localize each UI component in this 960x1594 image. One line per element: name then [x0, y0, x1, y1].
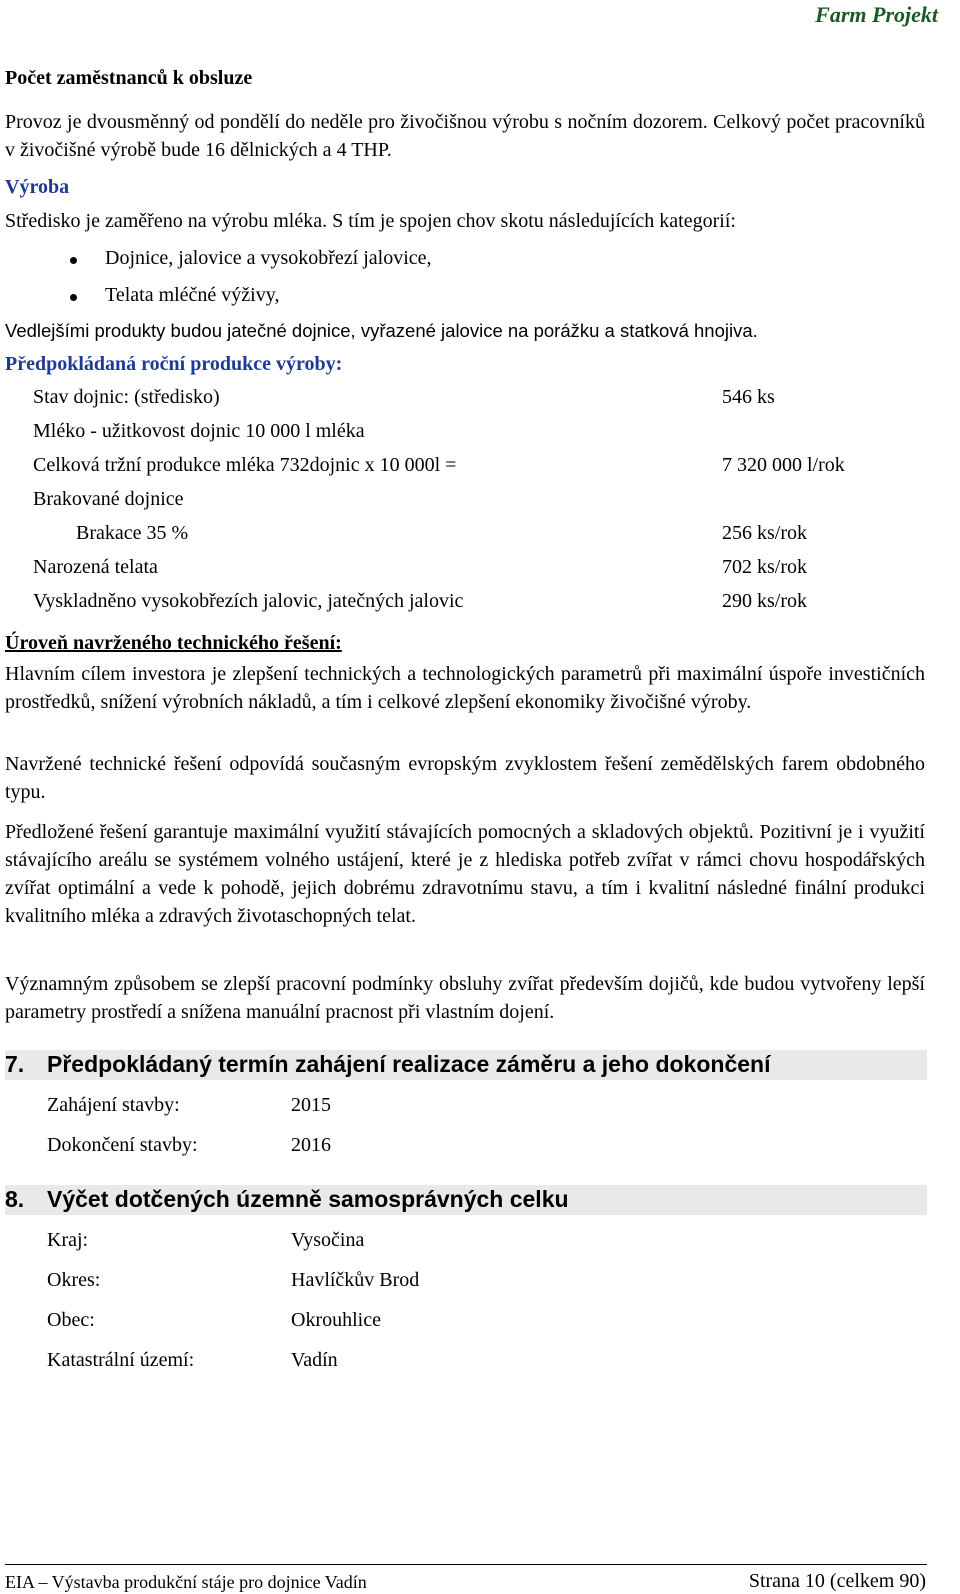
technical-paragraph: Předložené řešení garantuje maximální využití stávajících pomocných a skladových objektů. Pozitivní je i využití stávajícího areálu se systémem volného ustájení, které je z hlediska potřeb zvířat v rámci chovu hospodářských zvířat optimální a vede k pohodě, jejich dobrému zdravotnímu stavu, a tím i kvalitní následné finální produkci kvalitního mléka a zdravých životaschopných telat.: [5, 821, 925, 927]
production-bullet-1: Dojnice, jalovice a vysokobřezí jalovice,: [105, 247, 432, 269]
annual-heading: Předpokládaná roční produkce výroby:: [5, 353, 343, 375]
header-brand: Farm Projekt: [815, 2, 938, 27]
territory-value: Okrouhlice: [291, 1309, 381, 1331]
territory-label: Kraj:: [47, 1229, 89, 1251]
schedule-label: Dokončení stavby:: [47, 1134, 198, 1156]
territory-value: Havlíčkův Brod: [291, 1269, 420, 1291]
section-8-title: Výčet dotčených územně samosprávných celku: [47, 1186, 569, 1212]
territory-label: Katastrální území:: [47, 1349, 195, 1371]
annual-row-value: 290 ks/rok: [722, 590, 807, 612]
production-intro: Středisko je zaměřeno na výrobu mléka. S tím je spojen chov skotu následujících kategorií:: [5, 210, 736, 232]
bullet-icon: [70, 294, 77, 301]
schedule-label: Zahájení stavby:: [47, 1094, 180, 1116]
annual-row-value: 7 320 000 l/rok: [722, 454, 845, 476]
technical-paragraph: Hlavním cílem investora je zlepšení technických a technologických parametrů při maximální úspoře investičních prostředků, snížení výrobních nákladů, a tím i celkové zlepšení ekonomiky živočišné výroby.: [5, 663, 925, 713]
section-7-number: 7.: [5, 1051, 25, 1077]
bullet-icon: [70, 257, 77, 264]
territory-label: Okres:: [47, 1269, 101, 1291]
footer-page-number: Strana 10 (celkem 90): [748, 1570, 926, 1592]
annual-row-value: 546 ks: [722, 386, 775, 408]
section-7-title: Předpokládaný termín zahájení realizace záměru a jeho dokončení: [47, 1051, 771, 1077]
footer-divider: [5, 1564, 927, 1565]
annual-row-label: Narozená telata: [33, 556, 158, 578]
annual-row-label: Brakované dojnice: [33, 488, 184, 510]
annual-row-value: 256 ks/rok: [722, 522, 807, 544]
territory-label: Obec:: [47, 1309, 95, 1331]
annual-row-value: 702 ks/rok: [722, 556, 807, 578]
annual-row-label: Stav dojnic: (středisko): [33, 386, 220, 408]
territory-value: Vysočina: [291, 1229, 365, 1251]
schedule-value: 2015: [291, 1094, 331, 1116]
staff-heading: Počet zaměstnanců k obsluze: [5, 67, 253, 89]
section-8-number: 8.: [5, 1186, 25, 1212]
annual-row-label: Brakace 35 %: [76, 522, 189, 544]
technical-paragraph: Navržené technické řešení odpovídá současným evropským zvyklostem řešení zemědělských farem obdobného typu.: [5, 753, 925, 803]
territory-value: Vadín: [291, 1349, 338, 1371]
production-bullet-2: Telata mléčné výživy,: [105, 284, 280, 306]
schedule-value: 2016: [291, 1134, 331, 1156]
production-heading: Výroba: [5, 176, 70, 198]
annual-row-label: Mléko - užitkovost dojnic 10 000 l mléka: [33, 420, 365, 442]
technical-paragraph: Významným způsobem se zlepší pracovní podmínky obsluhy zvířat především dojičů, kde budou vytvořeny lepší parametry prostředí a snížena manuální pracnost při vlastním dojení.: [5, 973, 925, 1023]
annual-row-label: Celková tržní produkce mléka 732dojnic x 10 000l =: [33, 454, 457, 476]
annual-row-label: Vyskladněno vysokobřezích jalovic, jatečných jalovic: [33, 590, 464, 612]
footer-document-title: EIA – Výstavba produkční stáje pro dojnice Vadín: [5, 1572, 367, 1592]
staff-text: Provoz je dvousměnný od pondělí do neděle pro živočišnou výrobu s nočním dozorem. Celkový počet pracovníků v živočišné výrobě bude 16 dělnických a 4 THP.: [5, 111, 925, 161]
production-byproducts: Vedlejšími produkty budou jatečné dojnice, vyřazené jalovice na porážku a statková hnojiva.: [5, 320, 758, 341]
technical-heading: Úroveň navrženého technického řešení:: [5, 632, 342, 654]
